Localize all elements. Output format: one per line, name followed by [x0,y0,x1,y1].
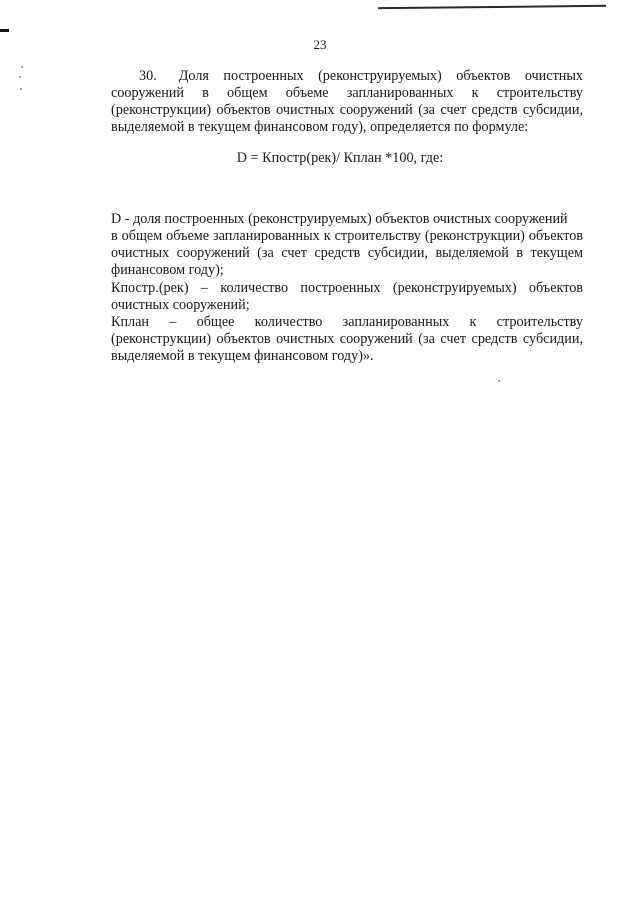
definition-kplan-line-1: Кплан – общее количество запланированных к строительству [111,314,583,330]
definition-d-line-4: финансовом году); [111,262,224,278]
definition-d-text: - доля построенных (реконструируемых) объектов очистных сооружений [121,211,568,227]
definition-d-term: D [111,211,122,227]
paragraph-30-line-3: (реконструкции) объектов очистных сооружений (за счет средств субсидии, [111,102,583,118]
scan-speck [21,66,23,68]
scan-speck [20,88,22,90]
definition-kpostr-line-2: очистных сооружений; [111,297,250,313]
paragraph-30 [111,68,583,136]
definition-d-line-1 [111,211,583,228]
scan-speck [19,76,21,78]
definition-kpostr-line-1: Кпостр.(рек) – количество построенных (реконструируемых) объектов [111,280,583,296]
paragraph-number: 30. [139,68,157,84]
paragraph-30-line-4: выделяемой в текущем финансовом году), определяется по формуле: [111,119,529,135]
formula: D = Кпостр(рек)/ Кплан *100, где: [236,150,444,166]
definition-d-line-3: очистных сооружений (за счет средств субсидии, выделяемой в текущем [111,245,583,261]
page-number: 23 [313,37,327,52]
paragraph-30-line-2: сооружений в общем объеме запланированных к строительству [111,85,583,101]
definition-d-line-2: в общем объеме запланированных к строительству (реконструкции) объектов [111,228,583,244]
scan-speck [498,380,500,382]
paragraph-30-line-1-text: Доля построенных (реконструируемых) объектов очистных [178,68,583,84]
definition-kplan [111,314,583,365]
top-edge-rule [378,5,606,9]
definition-kplan-line-2: (реконструкции) объектов очистных сооружений (за счет средств субсидии, [111,331,583,347]
paragraph-30-line-1 [111,68,583,85]
definition-kplan-line-3: выделяемой в текущем финансовом году)». [111,348,374,364]
left-margin-mark [0,29,9,32]
definition-kpostr [111,280,583,314]
definition-d [111,211,583,279]
